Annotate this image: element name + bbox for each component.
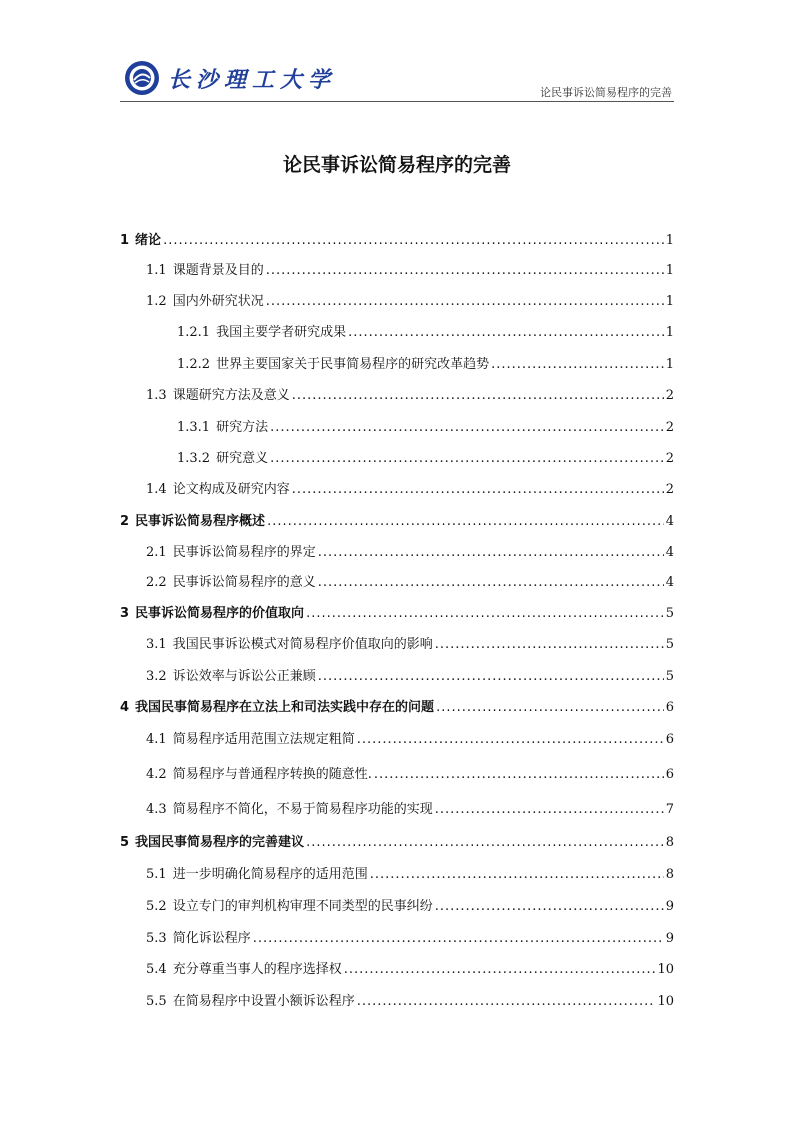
toc-entry-title: 研究意义 bbox=[216, 451, 269, 466]
toc-entry-title: 我国民事诉讼模式对简易程序价值取向的影响 bbox=[172, 637, 433, 652]
toc-entry-title: 我国民事简易程序在立法上和司法实践中存在的问题 bbox=[135, 700, 435, 715]
toc-entry-title: 设立专门的审判机构审理不同类型的民事纠纷 bbox=[172, 899, 433, 914]
toc-entry-page: 1 bbox=[665, 294, 674, 309]
toc-entry-number: 3.1 bbox=[146, 637, 167, 652]
toc-dot-leader bbox=[318, 667, 664, 687]
toc-entry-page: 1 bbox=[665, 325, 674, 340]
toc-entry-page: 7 bbox=[665, 802, 674, 817]
toc-entry-number: 2.2 bbox=[146, 575, 167, 590]
toc-entry-page: 2 bbox=[665, 451, 674, 466]
toc-entry[interactable] bbox=[146, 897, 674, 917]
toc-dot-leader bbox=[253, 929, 664, 949]
toc-entry-number: 1 bbox=[120, 233, 130, 248]
toc-entry[interactable] bbox=[146, 960, 674, 980]
toc-entry[interactable] bbox=[146, 292, 674, 312]
toc-entry[interactable] bbox=[146, 865, 674, 885]
toc-dot-leader bbox=[267, 512, 664, 532]
toc-entry-title: 论文构成及研究内容 bbox=[172, 482, 290, 497]
toc-entry-title: 充分尊重当事人的程序选择权 bbox=[172, 962, 342, 977]
toc-entry-title: 国内外研究状况 bbox=[172, 294, 264, 309]
toc-entry-page: 8 bbox=[665, 835, 674, 850]
toc-entry-number: 5.2 bbox=[146, 899, 167, 914]
toc-entry-number: 2 bbox=[120, 514, 130, 529]
toc-entry[interactable] bbox=[177, 323, 674, 343]
toc-entry[interactable] bbox=[146, 800, 674, 820]
toc-entry[interactable] bbox=[177, 418, 674, 438]
running-title: 论民事诉讼简易程序的完善 bbox=[540, 86, 672, 99]
toc-entry[interactable] bbox=[146, 929, 674, 949]
toc-entry-number: 1.2 bbox=[146, 294, 167, 309]
toc-entry-title: 世界主要国家关于民事简易程序的研究改革趋势 bbox=[216, 357, 490, 372]
toc-entry-title: 绪论 bbox=[135, 233, 162, 248]
toc-entry-number: 3 bbox=[120, 606, 130, 621]
toc-entry-number: 1.2.2 bbox=[177, 357, 211, 372]
toc-entry-title: 简易程序与普通程序转换的随意性. bbox=[172, 767, 372, 782]
toc-dot-leader bbox=[357, 730, 664, 750]
toc-entry-number: 4.3 bbox=[146, 802, 167, 817]
toc-dot-leader bbox=[163, 231, 664, 251]
toc-dot-leader bbox=[266, 292, 664, 312]
toc-entry-number: 1.3.1 bbox=[177, 420, 211, 435]
toc-dot-leader bbox=[306, 604, 664, 624]
toc-entry-number: 4.2 bbox=[146, 767, 167, 782]
toc-entry-number: 4 bbox=[120, 700, 130, 715]
toc-entry[interactable] bbox=[146, 765, 674, 785]
toc-entry-title: 进一步明确化简易程序的适用范围 bbox=[172, 867, 368, 882]
toc-dot-leader bbox=[292, 480, 664, 500]
toc-dot-leader bbox=[435, 897, 664, 917]
toc-dot-leader bbox=[318, 573, 664, 593]
toc-entry-title: 我国主要学者研究成果 bbox=[216, 325, 347, 340]
toc-dot-leader bbox=[374, 765, 664, 785]
toc-entry-page: 4 bbox=[665, 545, 674, 560]
toc-entry[interactable] bbox=[146, 543, 674, 563]
toc-entry-title: 我国民事简易程序的完善建议 bbox=[135, 835, 305, 850]
toc-entry-title: 研究方法 bbox=[216, 420, 269, 435]
toc-entry[interactable] bbox=[120, 512, 674, 532]
toc-entry-number: 4.1 bbox=[146, 732, 167, 747]
toc-entry[interactable] bbox=[146, 730, 674, 750]
toc-dot-leader bbox=[344, 960, 656, 980]
toc-entry[interactable] bbox=[146, 480, 674, 500]
toc-entry-page: 10 bbox=[657, 962, 674, 977]
toc-entry[interactable] bbox=[146, 635, 674, 655]
toc-entry-page: 1 bbox=[665, 233, 674, 248]
toc-entry[interactable] bbox=[146, 261, 674, 281]
toc-entry-number: 5.3 bbox=[146, 931, 167, 946]
toc-entry-title: 课题背景及目的 bbox=[172, 263, 264, 278]
university-name: 长沙理工大学 bbox=[168, 67, 337, 93]
toc-entry-page: 6 bbox=[665, 700, 674, 715]
toc-dot-leader bbox=[270, 418, 664, 438]
toc-dot-leader bbox=[306, 833, 664, 853]
toc-entry-number: 5.1 bbox=[146, 867, 167, 882]
toc-entry-number: 1.3 bbox=[146, 388, 167, 403]
toc-entry[interactable] bbox=[120, 231, 674, 251]
toc-dot-leader bbox=[270, 449, 664, 469]
toc-dot-leader bbox=[357, 992, 656, 1012]
toc-dot-leader bbox=[436, 698, 664, 718]
toc-dot-leader bbox=[491, 355, 664, 375]
toc-entry[interactable] bbox=[146, 386, 674, 406]
toc-entry[interactable] bbox=[146, 992, 674, 1012]
toc-entry-page: 4 bbox=[665, 514, 674, 529]
toc-entry-page: 2 bbox=[665, 420, 674, 435]
toc-entry-page: 4 bbox=[665, 575, 674, 590]
toc-entry-title: 民事诉讼简易程序的界定 bbox=[172, 545, 316, 560]
toc-entry-page: 2 bbox=[665, 388, 674, 403]
toc-entry-number: 5.4 bbox=[146, 962, 167, 977]
toc-entry-title: 民事诉讼简易程序概述 bbox=[135, 514, 266, 529]
toc-entry-page: 2 bbox=[665, 482, 674, 497]
toc-entry[interactable] bbox=[120, 698, 674, 718]
toc-entry-title: 诉讼效率与诉讼公正兼顾 bbox=[172, 669, 316, 684]
toc-entry-number: 2.1 bbox=[146, 545, 167, 560]
toc-entry-page: 10 bbox=[657, 994, 674, 1009]
toc-entry-title: 民事诉讼简易程序的意义 bbox=[172, 575, 316, 590]
toc-entry-number: 5.5 bbox=[146, 994, 167, 1009]
toc-entry-page: 9 bbox=[665, 931, 674, 946]
toc-entry-number: 1.2.1 bbox=[177, 325, 211, 340]
toc-entry-page: 5 bbox=[665, 637, 674, 652]
toc-entry-page: 6 bbox=[665, 732, 674, 747]
toc-dot-leader bbox=[266, 261, 664, 281]
toc-entry-page: 9 bbox=[665, 899, 674, 914]
toc-dot-leader bbox=[348, 323, 664, 343]
toc-entry-number: 1.4 bbox=[146, 482, 167, 497]
toc-entry-page: 5 bbox=[665, 606, 674, 621]
toc-entry-title: 简易程序适用范围立法规定粗简 bbox=[172, 732, 355, 747]
toc-entry-title: 简易程序不简化，不易于简易程序功能的实现 bbox=[172, 802, 433, 817]
toc-entry[interactable] bbox=[146, 667, 674, 687]
toc-dot-leader bbox=[292, 386, 664, 406]
toc-entry-title: 课题研究方法及意义 bbox=[172, 388, 290, 403]
toc-entry-number: 5 bbox=[120, 835, 130, 850]
toc-dot-leader bbox=[435, 635, 664, 655]
toc-entry-title: 民事诉讼简易程序的价值取向 bbox=[135, 606, 305, 621]
toc-dot-leader bbox=[435, 800, 664, 820]
toc-entry-number: 1.3.2 bbox=[177, 451, 211, 466]
toc-entry[interactable] bbox=[146, 573, 674, 593]
toc-entry-title: 简化诉讼程序 bbox=[172, 931, 251, 946]
toc-entry[interactable] bbox=[120, 833, 674, 853]
toc-entry-number: 1.1 bbox=[146, 263, 167, 278]
toc-entry-number: 3.2 bbox=[146, 669, 167, 684]
toc-entry[interactable] bbox=[177, 355, 674, 375]
document-title: 论民事诉讼简易程序的完善 bbox=[282, 154, 511, 176]
toc-entry[interactable] bbox=[177, 449, 674, 469]
toc-entry-title: 在简易程序中设置小额诉讼程序 bbox=[172, 994, 355, 1009]
toc-dot-leader bbox=[318, 543, 664, 563]
toc-entry-page: 5 bbox=[665, 669, 674, 684]
toc-entry[interactable] bbox=[120, 604, 674, 624]
toc-entry-page: 8 bbox=[665, 867, 674, 882]
toc-entry-page: 1 bbox=[665, 357, 674, 372]
toc-entry-page: 1 bbox=[665, 263, 674, 278]
toc-dot-leader bbox=[370, 865, 664, 885]
toc-entry-page: 6 bbox=[665, 767, 674, 782]
